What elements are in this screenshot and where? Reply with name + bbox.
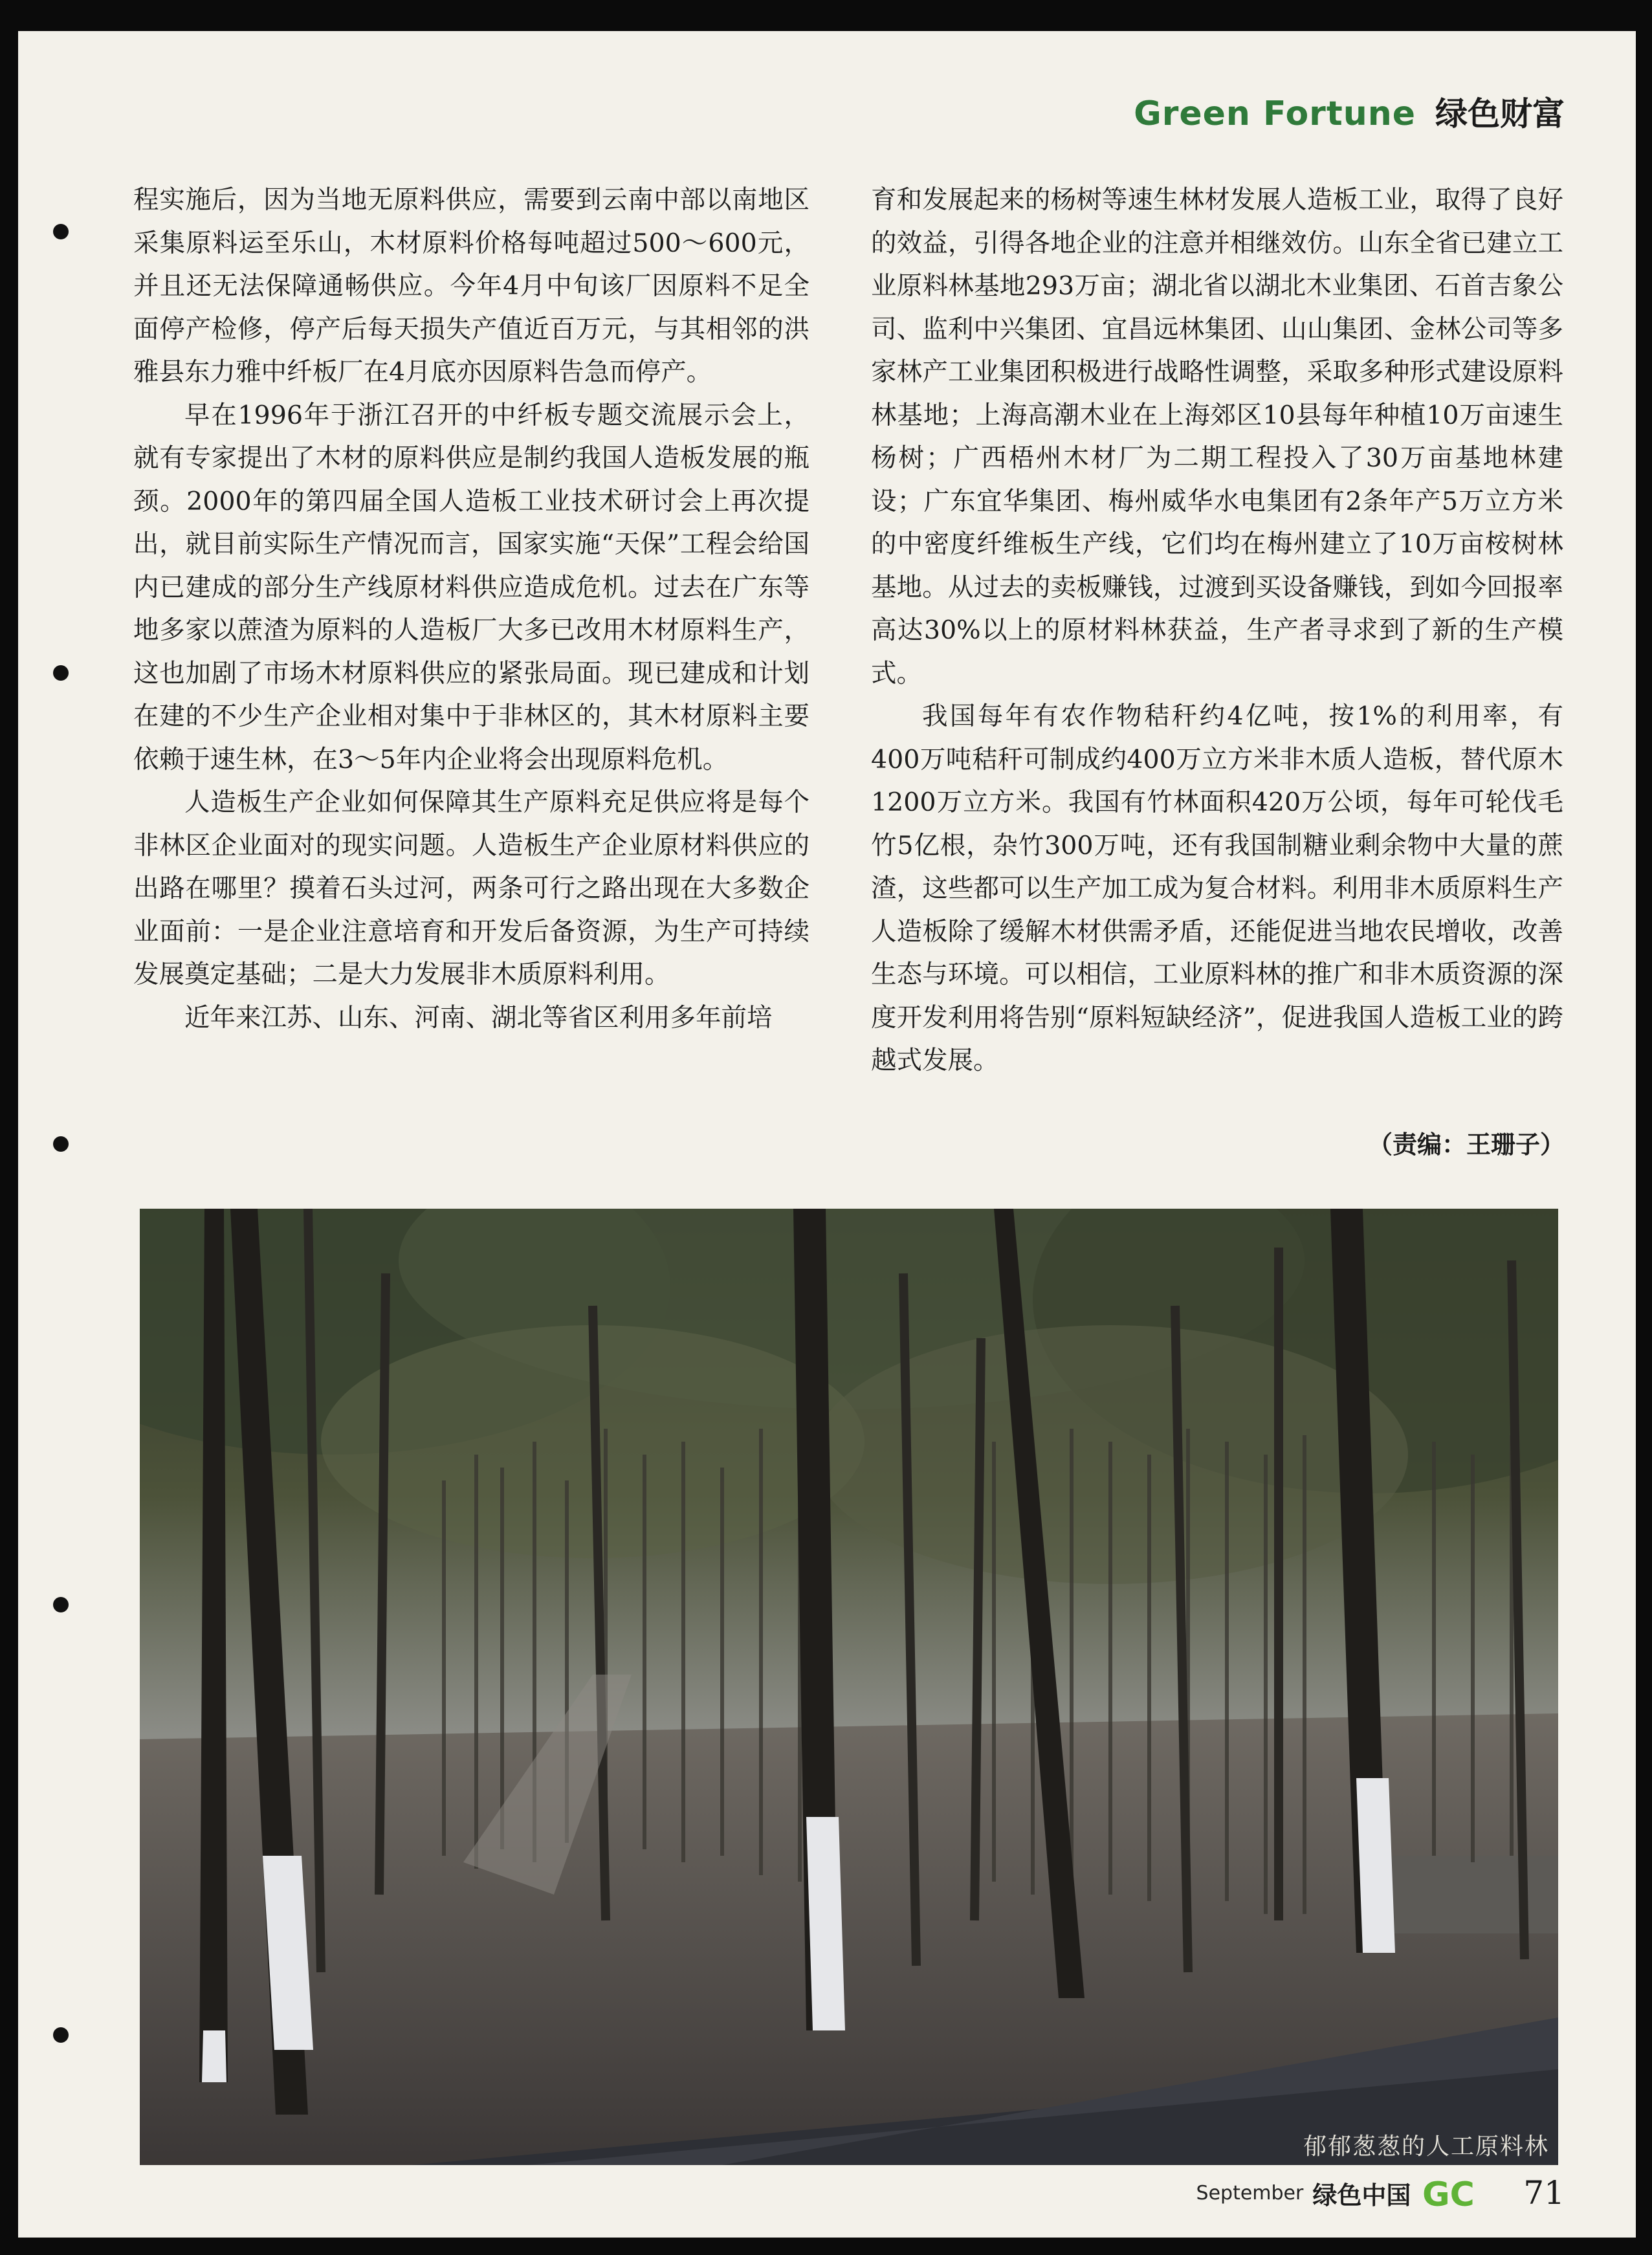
forest-photo [140, 1209, 1558, 2165]
binder-hole [53, 2027, 69, 2043]
binder-hole [53, 224, 69, 239]
paragraph: 育和发展起来的杨树等速生林材发展人造板工业，取得了良好的效益，引得各地企业的注意并相继效仿。山东全省已建立工业原料林基地293万亩；湖北省以湖北木业集团、石首吉象公司、监利中兴集团、宜昌远林集团、山山集团、金林公司等多家林产工业集团积极进行战略性调整，采取多种形式建设原料林基地；上海高潮木业在上海郊区10县每年种植10万亩速生杨树；广西梧州木材厂为二期工程投入了30万亩基地林建设；广东宜华集团、梅州威华水电集团有2条年产5万立方米的中密度纤维板生产线，它们均在梅州建立了10万亩桉树林基地。从过去的卖板赚钱，过渡到买设备赚钱，到如今回报率高达30%以上的原材料林获益，生产者寻求到了新的生产模式。 [871, 185, 1563, 688]
binder-hole [53, 1136, 69, 1152]
article-right-column [871, 179, 1563, 1083]
issue-month: September [1196, 2181, 1304, 2205]
paragraph: 人造板生产企业如何保障其生产原料充足供应将是每个非林区企业面对的现实问题。人造板生产企业原材料供应的出路在哪里？摸着石头过河，两条可行之路出现在大多数企业面前：一是企业注意培育和开发后备资源，为生产可持续发展奠定基础；二是大力发展非木质原料利用。 [133, 787, 809, 989]
page-footer [1196, 2174, 1565, 2212]
magazine-logo-icon [1420, 2175, 1497, 2211]
section-header [1134, 88, 1565, 135]
article-left-column [133, 179, 809, 1039]
editor-credit: （责编：王珊子） [1367, 1130, 1565, 1159]
magazine-page [18, 31, 1636, 2238]
section-title-english: Green Fortune [1134, 94, 1416, 133]
forest-illustration [140, 1209, 1558, 2165]
paragraph: 我国每年有农作物秸秆约4亿吨，按1%的利用率，有400万吨秸秆可制成约400万立方米非木质人造板，替代原木1200万立方米。我国有竹林面积420万公顷，每年可轮伐毛竹5亿根，杂竹300万吨，还有我国制糖业剩余物中大量的蔗渣，这些都可以生产加工成为复合材料。利用非木质原料生产人造板除了缓解木材供需矛盾，还能促进当地农民增收，改善生态与环境。可以相信，工业原料林的推广和非木质资源的深度开发利用将告别“原料短缺经济”，促进我国人造板工业的跨越式发展。 [871, 701, 1563, 1075]
binder-hole [53, 1597, 69, 1612]
photo-caption: 郁郁葱葱的人工原料林 [1303, 2133, 1549, 2160]
section-title-chinese: 绿色财富 [1435, 95, 1565, 133]
paragraph: 程实施后，因为当地无原料供应，需要到云南中部以南地区采集原料运至乐山，木材原料价格每吨超过500～600元，并且还无法保障通畅供应。今年4月中旬该厂因原料不足全面停产检修，停产后每天损失产值近百万元，与其相邻的洪雅县东力雅中纤板厂在4月底亦因原料告急而停产。 [133, 185, 809, 387]
svg-text:GC: GC [1422, 2175, 1475, 2211]
binder-hole [53, 665, 69, 681]
magazine-name: 绿色中国 [1312, 2181, 1411, 2210]
page-number: 71 [1523, 2174, 1565, 2212]
paragraph: 近年来江苏、山东、河南、湖北等省区利用多年前培 [184, 1002, 773, 1033]
paragraph: 早在1996年于浙江召开的中纤板专题交流展示会上，就有专家提出了木材的原料供应是制约我国人造板发展的瓶颈。2000年的第四届全国人造板工业技术研讨会上再次提出，就目前实际生产情况而言，国家实施“天保”工程会给国内已建成的部分生产线原材料供应造成危机。过去在广东等地多家以蔗渣为原料的人造板厂大多已改用木材原料生产，这也加剧了市场木材原料供应的紧张局面。现已建成和计划在建的不少生产企业相对集中于非林区的，其木材原料主要依赖于速生林，在3～5年内企业将会出现原料危机。 [133, 400, 809, 775]
